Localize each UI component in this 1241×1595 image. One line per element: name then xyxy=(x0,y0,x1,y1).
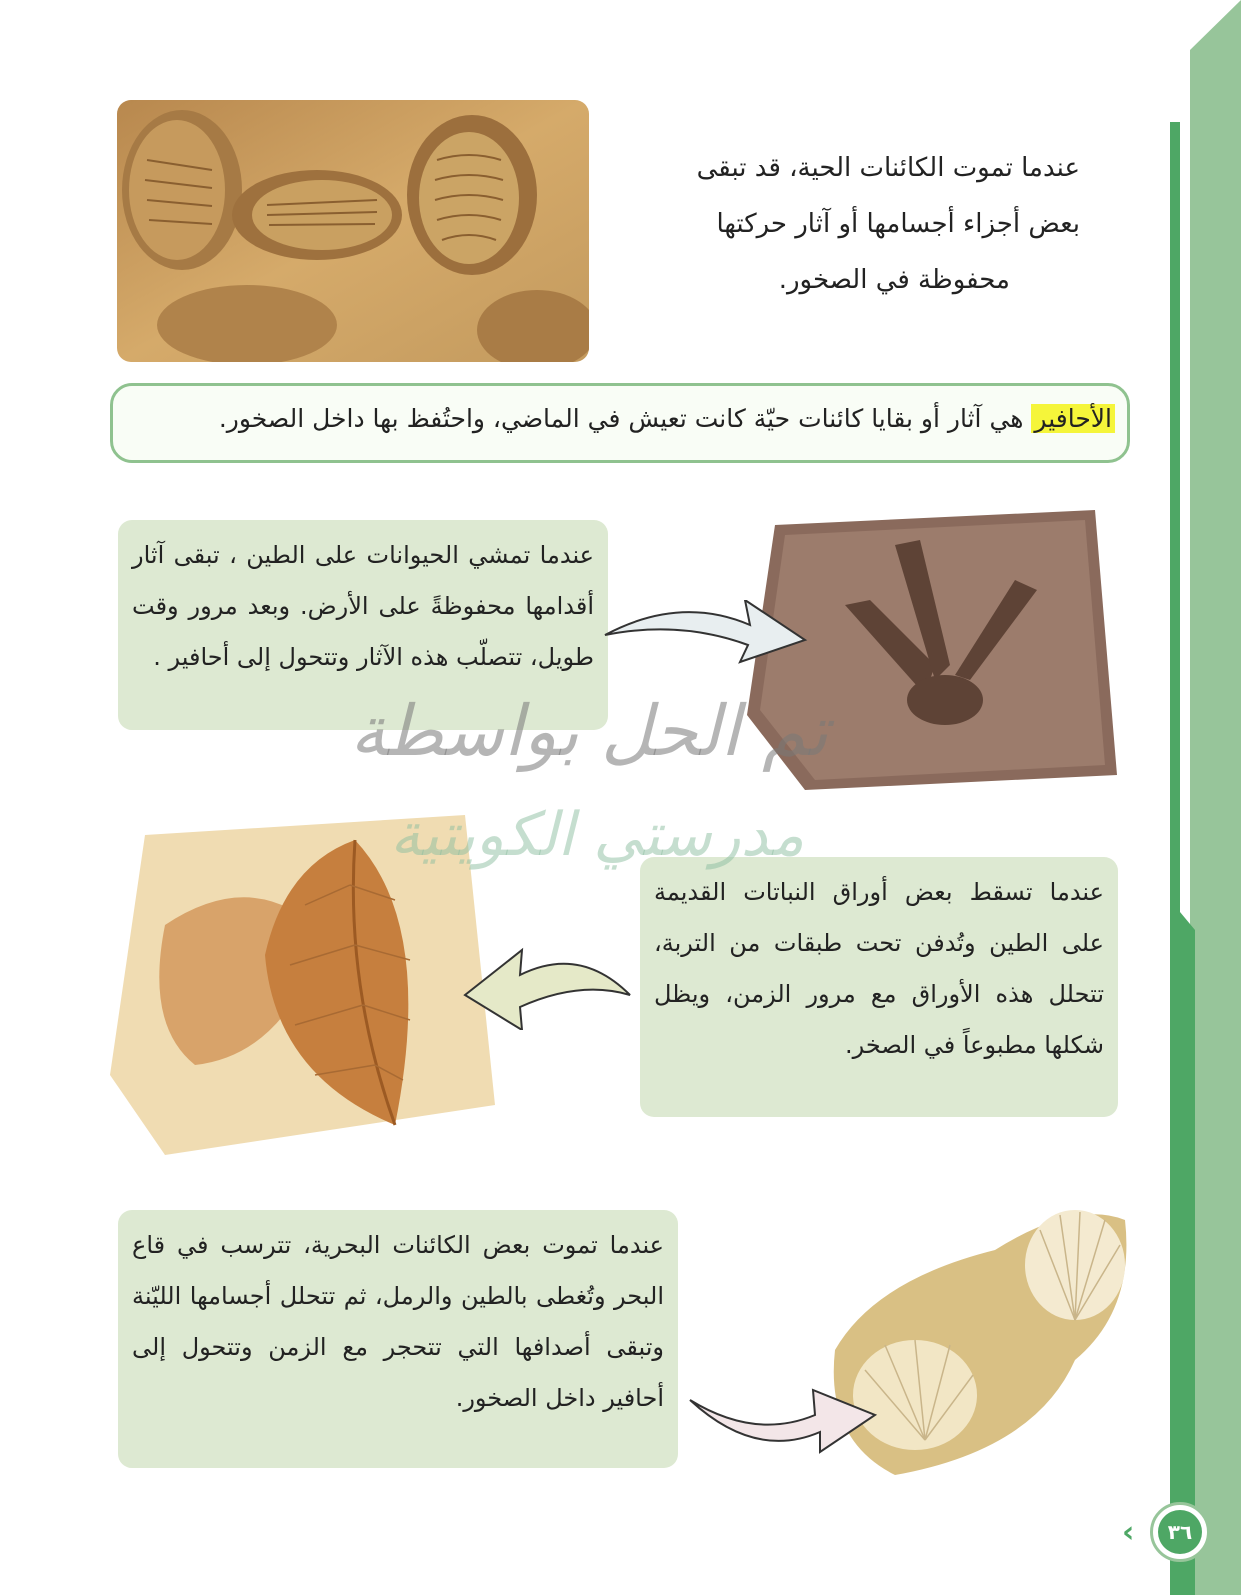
intro-line-1: عندما تموت الكائنات الحية، قد تبقى xyxy=(696,153,1080,183)
intro-line-2: بعض أجزاء أجسامها أو آثار حركتها xyxy=(716,209,1080,239)
definition-box xyxy=(110,383,1130,463)
page-number: ٣٦ xyxy=(1158,1510,1202,1554)
side-decoration xyxy=(1160,0,1241,1595)
trilobite-fossil-image xyxy=(117,100,589,362)
leaf-arrow xyxy=(460,935,635,1030)
intro-line-3: محفوظة في الصخور. xyxy=(778,265,1010,295)
definition-body: هي آثار أو بقايا كائنات حيّة كانت تعيش في الماضي، واحتُفظ بها داخل الصخور. xyxy=(218,404,1032,433)
watermark-line-1: تم الحل بواسطة xyxy=(350,690,829,772)
chevron-left-icon: ‹ xyxy=(1122,1515,1135,1550)
shell-arrow xyxy=(685,1380,880,1455)
footprint-card: عندما تمشي الحيوانات على الطين ، تبقى آثار أقدامها محفوظةً على الأرض. وبعد مرور وقت طويل، تتصلّب هذه الآثار وتتحول إلى أحافير . xyxy=(118,520,608,730)
definition-text xyxy=(219,404,1115,433)
page-number-badge xyxy=(1150,1502,1210,1562)
footprint-arrow xyxy=(600,600,810,670)
leaf-fossil-image xyxy=(105,805,500,1163)
leaf-card: عندما تسقط بعض أوراق النباتات القديمة على الطين وتُدفن تحت طبقات من التربة، تتحلل هذه الأوراق مع مرور الزمن، ويظل شكلها مطبوعاً في الصخر. xyxy=(640,857,1118,1117)
shell-card: عندما تموت بعض الكائنات البحرية، تترسب في قاع البحر وتُغطى بالطين والرمل، ثم تتحلل أجسامها الليّنة وتبقى أصدافها التي تتحجر مع الزمن وتتحول إلى أحافير داخل الصخور. xyxy=(118,1210,678,1468)
intro-paragraph xyxy=(620,140,1080,308)
definition-term: الأحافير xyxy=(1031,404,1115,433)
watermark-line-2: مدرستي الكويتية xyxy=(390,800,805,870)
